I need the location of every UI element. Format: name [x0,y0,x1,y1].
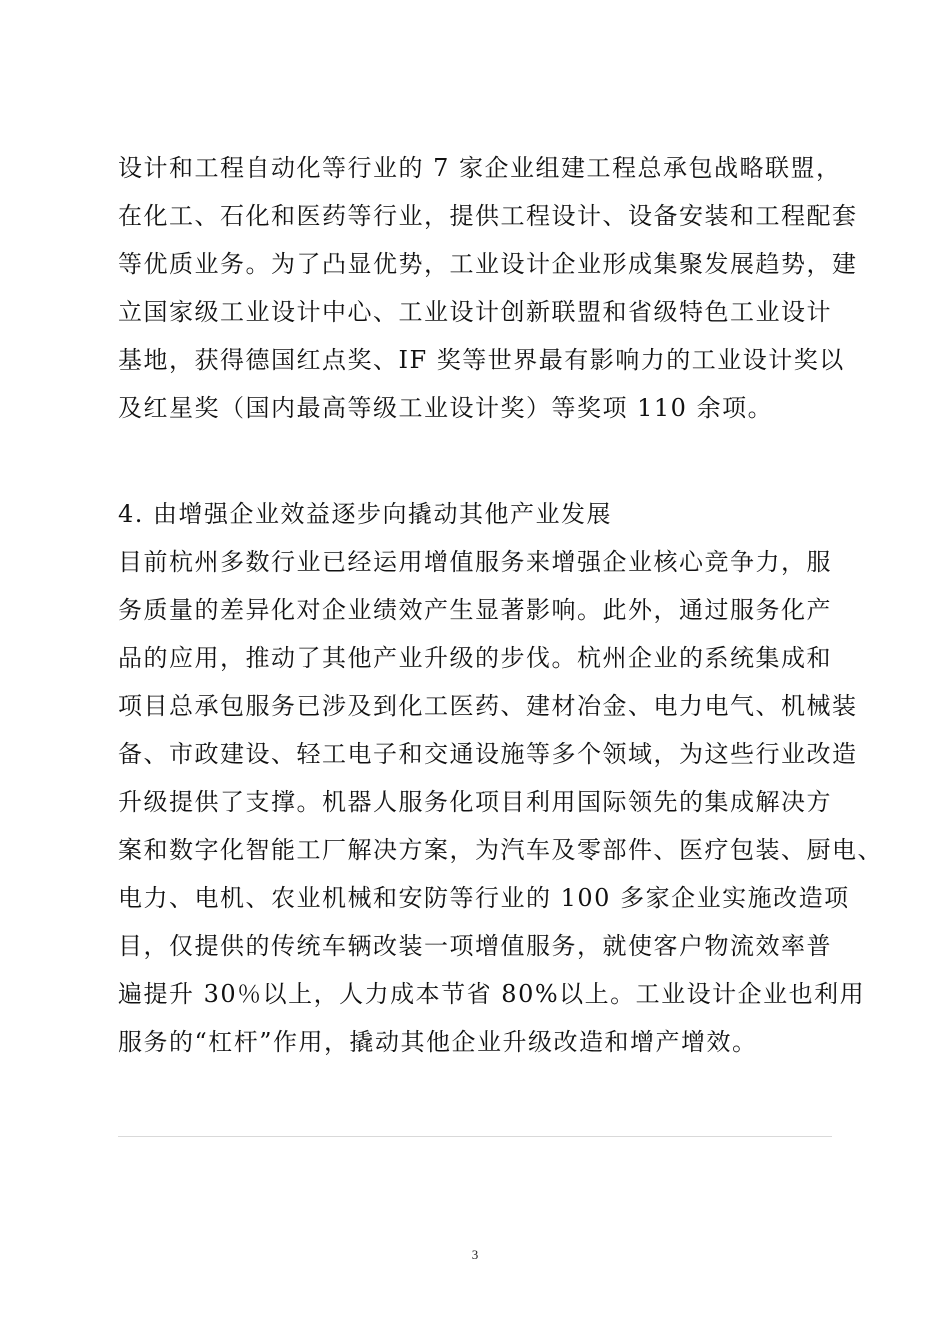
text-line: 品的应用，推动了其他产业升级的步伐。杭州企业的系统集成和 [118,644,832,672]
text-line: 升级提供了支撑。机器人服务化项目利用国际领先的集成解决方 [118,788,832,816]
paragraph-alliance-awards [118,144,858,432]
text-line: 等优质业务。为了凸显优势，工业设计企业形成集聚发展趋势，建 [118,250,858,278]
text-line: 案和数字化智能工厂解决方案，为汽车及零部件、医疗包装、厨电、 [118,836,883,864]
text-line: 电力、电机、农业机械和安防等行业的 100 多家企业实施改造项 [118,884,850,912]
text-line: 项目总承包服务已涉及到化工医药、建材冶金、电力电气、机械装 [118,692,858,720]
section-heading [118,490,838,538]
text-line: 务质量的差异化对企业绩效产生显著影响。此外，通过服务化产 [118,596,832,624]
text-line: 目，仅提供的传统车辆改装一项增值服务，就使客户物流效率普 [118,932,832,960]
text-line: 基地，获得德国红点奖、IF 奖等世界最有影响力的工业设计奖以 [118,346,845,374]
text-line: 立国家级工业设计中心、工业设计创新联盟和省级特色工业设计 [118,298,832,326]
text-line: 服务的“杠杆”作用，撬动其他企业升级改造和增产增效。 [118,1028,758,1056]
section-heading-text: 4. 由增强企业效益逐步向撬动其他产业发展 [118,500,613,528]
text-line: 备、市政建设、轻工电子和交通设施等多个领域，为这些行业改造 [118,740,858,768]
text-line: 目前杭州多数行业已经运用增值服务来增强企业核心竞争力，服 [118,548,832,576]
text-line: 遍提升 30％以上，人力成本节省 80%以上。工业设计企业也利用 [118,980,866,1008]
text-line: 及红星奖（国内最高等级工业设计奖）等奖项 110 余项。 [118,394,774,422]
footer-divider [118,1136,832,1137]
paragraph-value-added-services [118,538,883,1066]
text-line: 在化工、石化和医药等行业，提供工程设计、设备安装和工程配套 [118,202,858,230]
text-line: 设计和工程自动化等行业的 7 家企业组建工程总承包战略联盟， [118,154,842,182]
page-number: 3 [471,1247,479,1262]
